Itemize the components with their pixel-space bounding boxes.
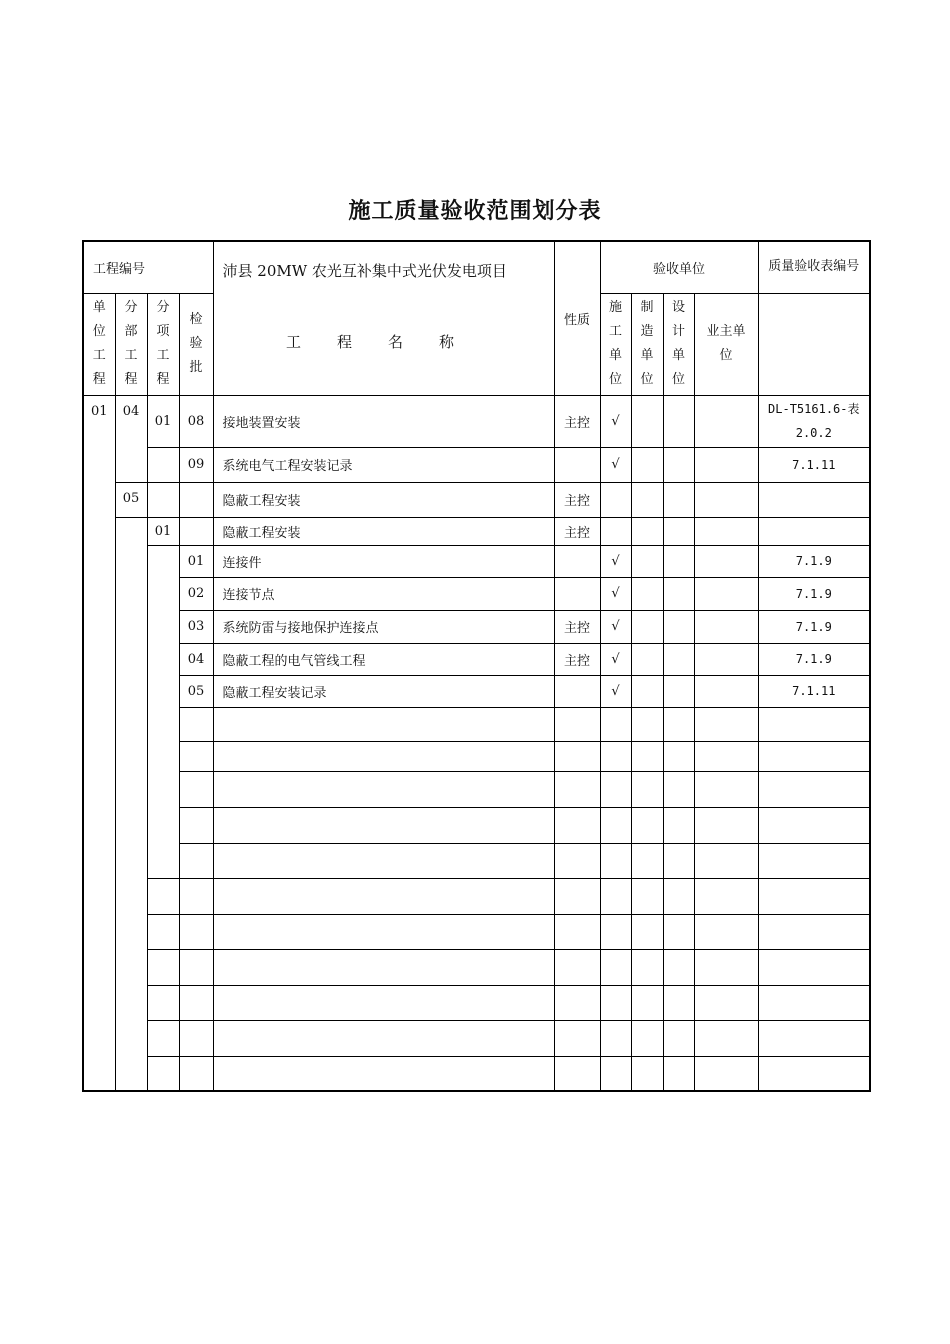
- table-row: [83, 1020, 870, 1056]
- owner-cell: [694, 577, 758, 610]
- item-cell: [147, 545, 179, 878]
- table-row: [83, 675, 870, 707]
- item-cell: 01: [147, 517, 179, 545]
- nature-cell: 主控: [554, 395, 600, 447]
- owner-cell: [694, 395, 758, 447]
- manufacturer-cell: [631, 577, 663, 610]
- name-cell: 隐蔽工程的电气管线工程: [213, 643, 554, 675]
- batch-cell: 02: [179, 577, 213, 610]
- batch-cell: 05: [179, 675, 213, 707]
- table-row: [83, 395, 870, 447]
- table-row: [83, 447, 870, 482]
- construction-cell: [600, 482, 631, 517]
- batch-cell: [179, 517, 213, 545]
- manufacturer-cell: [631, 610, 663, 643]
- col-unit-header: 单位工程: [83, 293, 115, 395]
- design-cell: [663, 675, 694, 707]
- design-cell: [663, 482, 694, 517]
- form-cell: 7.1.9: [758, 545, 870, 577]
- construction-cell: √: [600, 643, 631, 675]
- nature-cell: [554, 577, 600, 610]
- table-row: [83, 843, 870, 878]
- division-cell: 04: [115, 395, 147, 482]
- design-cell: [663, 545, 694, 577]
- item-cell: [147, 482, 179, 517]
- owner-cell: [694, 643, 758, 675]
- design-cell: [663, 577, 694, 610]
- batch-cell: 09: [179, 447, 213, 482]
- manufacturer-cell: [631, 643, 663, 675]
- nature-header: 性质: [554, 241, 600, 395]
- owner-cell: [694, 482, 758, 517]
- design-cell: [663, 610, 694, 643]
- construction-cell: √: [600, 675, 631, 707]
- nature-cell: 主控: [554, 482, 600, 517]
- acceptance-unit-header: 验收单位: [600, 241, 758, 293]
- project-no-label: 工程编号: [83, 241, 213, 293]
- construction-cell: √: [600, 577, 631, 610]
- form-cell: 7.1.11: [758, 675, 870, 707]
- item-cell: [147, 447, 179, 482]
- form-cell: [758, 482, 870, 517]
- batch-cell: 03: [179, 610, 213, 643]
- table-row: [83, 577, 870, 610]
- form-cell: 7.1.11: [758, 447, 870, 482]
- batch-cell: [179, 482, 213, 517]
- unit-cell: 01: [83, 395, 115, 1091]
- construction-cell: [600, 517, 631, 545]
- form-cell: 7.1.9: [758, 610, 870, 643]
- table-row: [83, 643, 870, 675]
- col-manufacturer-header: 制造单位: [631, 293, 663, 395]
- col-item-header: 分项工程: [147, 293, 179, 395]
- table-row: [83, 741, 870, 771]
- col-design-header: 设计单位: [663, 293, 694, 395]
- form-no-header: 质量验收表编号: [758, 241, 870, 293]
- design-cell: [663, 643, 694, 675]
- project-name-label: 工程名称: [286, 333, 491, 351]
- construction-cell: √: [600, 395, 631, 447]
- form-cell: DL-T5161.6-表2.0.2: [758, 395, 870, 447]
- page-title: 施工质量验收范围划分表: [348, 199, 602, 224]
- batch-cell: 08: [179, 395, 213, 447]
- batch-cell: 01: [179, 545, 213, 577]
- table-row: [83, 807, 870, 843]
- name-cell: 接地装置安装: [213, 395, 554, 447]
- table-row: [83, 878, 870, 914]
- design-cell: [663, 447, 694, 482]
- table-row: [83, 949, 870, 985]
- table-row: [83, 707, 870, 741]
- item-cell: 01: [147, 395, 179, 447]
- table-row: [83, 985, 870, 1020]
- design-cell: [663, 395, 694, 447]
- nature-cell: [554, 545, 600, 577]
- construction-cell: √: [600, 545, 631, 577]
- manufacturer-cell: [631, 517, 663, 545]
- nature-cell: [554, 675, 600, 707]
- project-name-cell: [213, 241, 554, 395]
- nature-cell: 主控: [554, 643, 600, 675]
- owner-cell: [694, 675, 758, 707]
- manufacturer-cell: [631, 482, 663, 517]
- manufacturer-cell: [631, 447, 663, 482]
- col-owner-header: 业主单位: [694, 293, 758, 395]
- table-row: [83, 610, 870, 643]
- name-cell: 连接节点: [213, 577, 554, 610]
- division-cell: [115, 517, 147, 1091]
- col-construction-header: 施工单位: [600, 293, 631, 395]
- project-name: 沛县 20MW 农光互补集中式光伏发电项目: [222, 262, 507, 280]
- col-batch-header: 检验批: [179, 293, 213, 395]
- name-cell: 系统电气工程安装记录: [213, 447, 554, 482]
- name-cell: 连接件: [213, 545, 554, 577]
- table-row: [83, 914, 870, 949]
- nature-cell: [554, 447, 600, 482]
- manufacturer-cell: [631, 675, 663, 707]
- name-cell: 隐蔽工程安装: [213, 482, 554, 517]
- owner-cell: [694, 610, 758, 643]
- manufacturer-cell: [631, 395, 663, 447]
- col-division-header: 分部工程: [115, 293, 147, 395]
- manufacturer-cell: [631, 545, 663, 577]
- form-cell: 7.1.9: [758, 643, 870, 675]
- table-row: [83, 545, 870, 577]
- table-row: [83, 517, 870, 545]
- name-cell: 隐蔽工程安装记录: [213, 675, 554, 707]
- form-no-subheader: [758, 293, 870, 395]
- table-row: [83, 771, 870, 807]
- owner-cell: [694, 447, 758, 482]
- construction-cell: √: [600, 447, 631, 482]
- owner-cell: [694, 517, 758, 545]
- acceptance-scope-table: [82, 240, 871, 1092]
- nature-cell: 主控: [554, 610, 600, 643]
- owner-cell: [694, 545, 758, 577]
- nature-cell: 主控: [554, 517, 600, 545]
- division-cell: 05: [115, 482, 147, 517]
- name-cell: 系统防雷与接地保护连接点: [213, 610, 554, 643]
- table-row: [83, 1056, 870, 1091]
- form-cell: [758, 517, 870, 545]
- design-cell: [663, 517, 694, 545]
- name-cell: 隐蔽工程安装: [213, 517, 554, 545]
- construction-cell: √: [600, 610, 631, 643]
- form-cell: 7.1.9: [758, 577, 870, 610]
- batch-cell: 04: [179, 643, 213, 675]
- table-row: [83, 482, 870, 517]
